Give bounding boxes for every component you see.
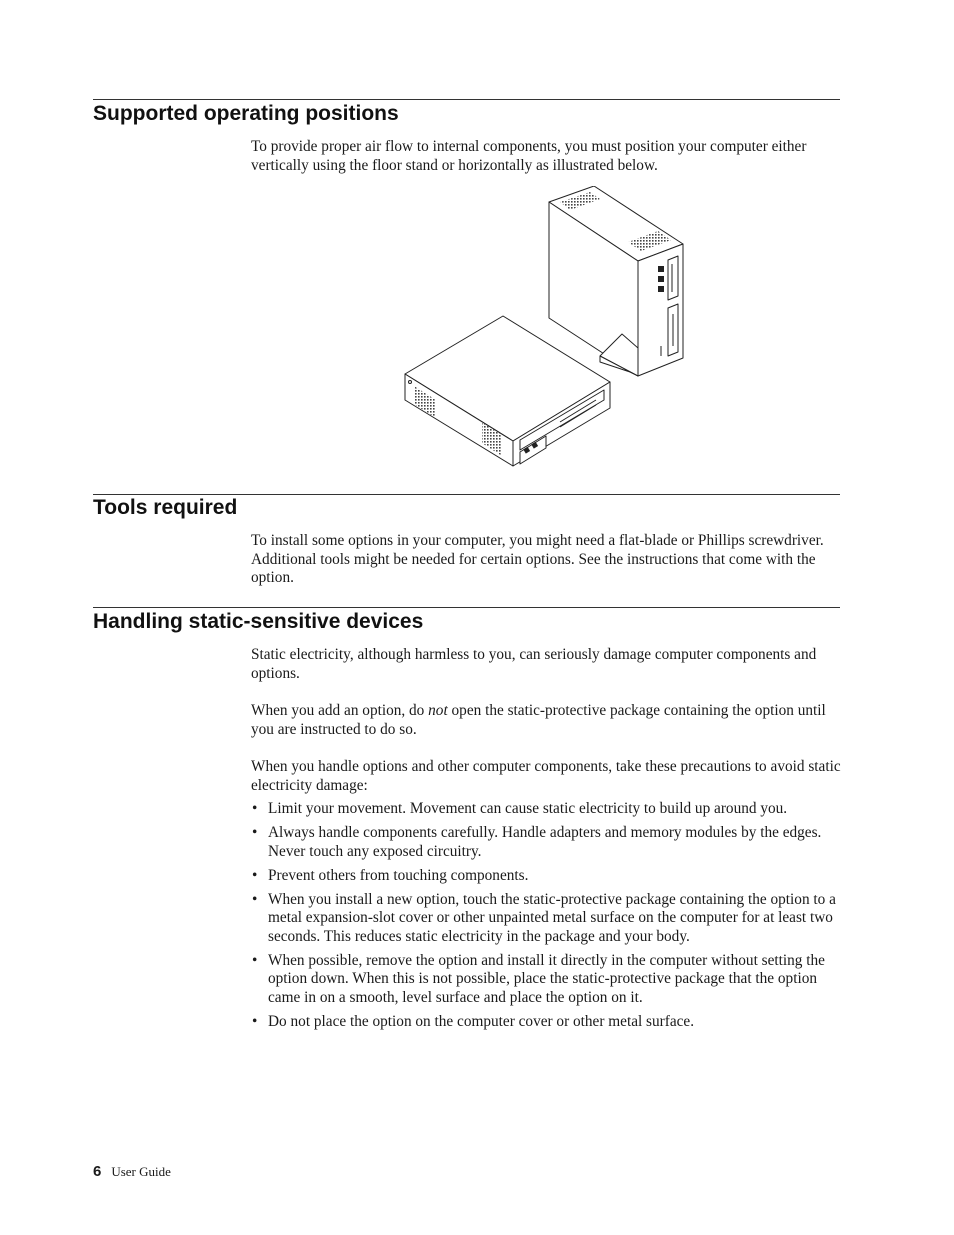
list-item [251,952,843,1008]
list-item [251,891,843,947]
list-item [251,1013,843,1032]
bullet-icon: • [252,890,258,908]
static-p2-before: When you add an option, do [251,702,429,719]
list-item [251,867,843,886]
list-item [251,824,843,861]
tools-paragraph: To install some options in your computer, you might need a flat-blade or Phillips screwdriver. Additional tools might be needed for certain options. See the instructions that come with the option. [251,532,824,586]
static-p2-after: open the static-protective package containing the option until you are instructed to do so. [251,702,826,738]
section-rule [93,494,840,495]
list-item-text: Limit your movement. Movement can cause static electricity to build up around you. [268,800,788,817]
section-rule [93,99,840,100]
section-rule [93,607,840,608]
computer-positions-illustration [400,186,690,473]
list-item-text: When you install a new option, touch the static-protective package containing the option to a metal expansion-slot cover or other unpainted metal surface on the computer for at least two seconds. This reduces static electricity in the package and your body. [268,890,836,945]
list-item-text: Always handle components carefully. Handle adapters and memory modules by the edges. Never touch any exposed circuitry. [268,824,822,860]
page-footer [93,1163,171,1180]
horizontal-computer-icon [405,316,610,466]
vertical-computer-icon [549,186,683,376]
list-item-text: When possible, remove the option and install it directly in the computer without setting the option down. When this is not possible, place the static-protective package that the option came in on a smooth, level surface and place the option on it. [268,951,825,1006]
bullet-icon: • [252,800,258,817]
list-item [251,800,843,819]
static-paragraph-1: Static electricity, although harmless to you, can seriously damage computer components and options. [251,646,817,682]
static-paragraph-2 [251,702,841,739]
static-paragraph-3: When you handle options and other computer components, take these precautions to avoid static electricity damage: [251,758,841,794]
list-item-text: Prevent others from touching components. [268,866,529,884]
static-p2-emphasis: not [428,702,448,719]
bullet-icon: • [252,951,258,969]
bullet-icon: • [252,1012,258,1030]
bullet-icon: • [252,866,258,884]
positions-paragraph: To provide proper air flow to internal components, you must position your computer either vertically using the floor stand or horizontally as illustrated below. [251,138,807,174]
heading-static-devices: Handling static-sensitive devices [93,610,424,633]
heading-tools-required: Tools required [93,496,238,519]
heading-supported-positions: Supported operating positions [93,102,399,125]
precautions-list [251,800,843,1037]
list-item-text: Do not place the option on the computer cover or other metal surface. [268,1012,695,1030]
page-number: 6 [93,1163,102,1180]
bullet-icon: • [252,824,258,841]
footer-title: User Guide [111,1164,171,1179]
